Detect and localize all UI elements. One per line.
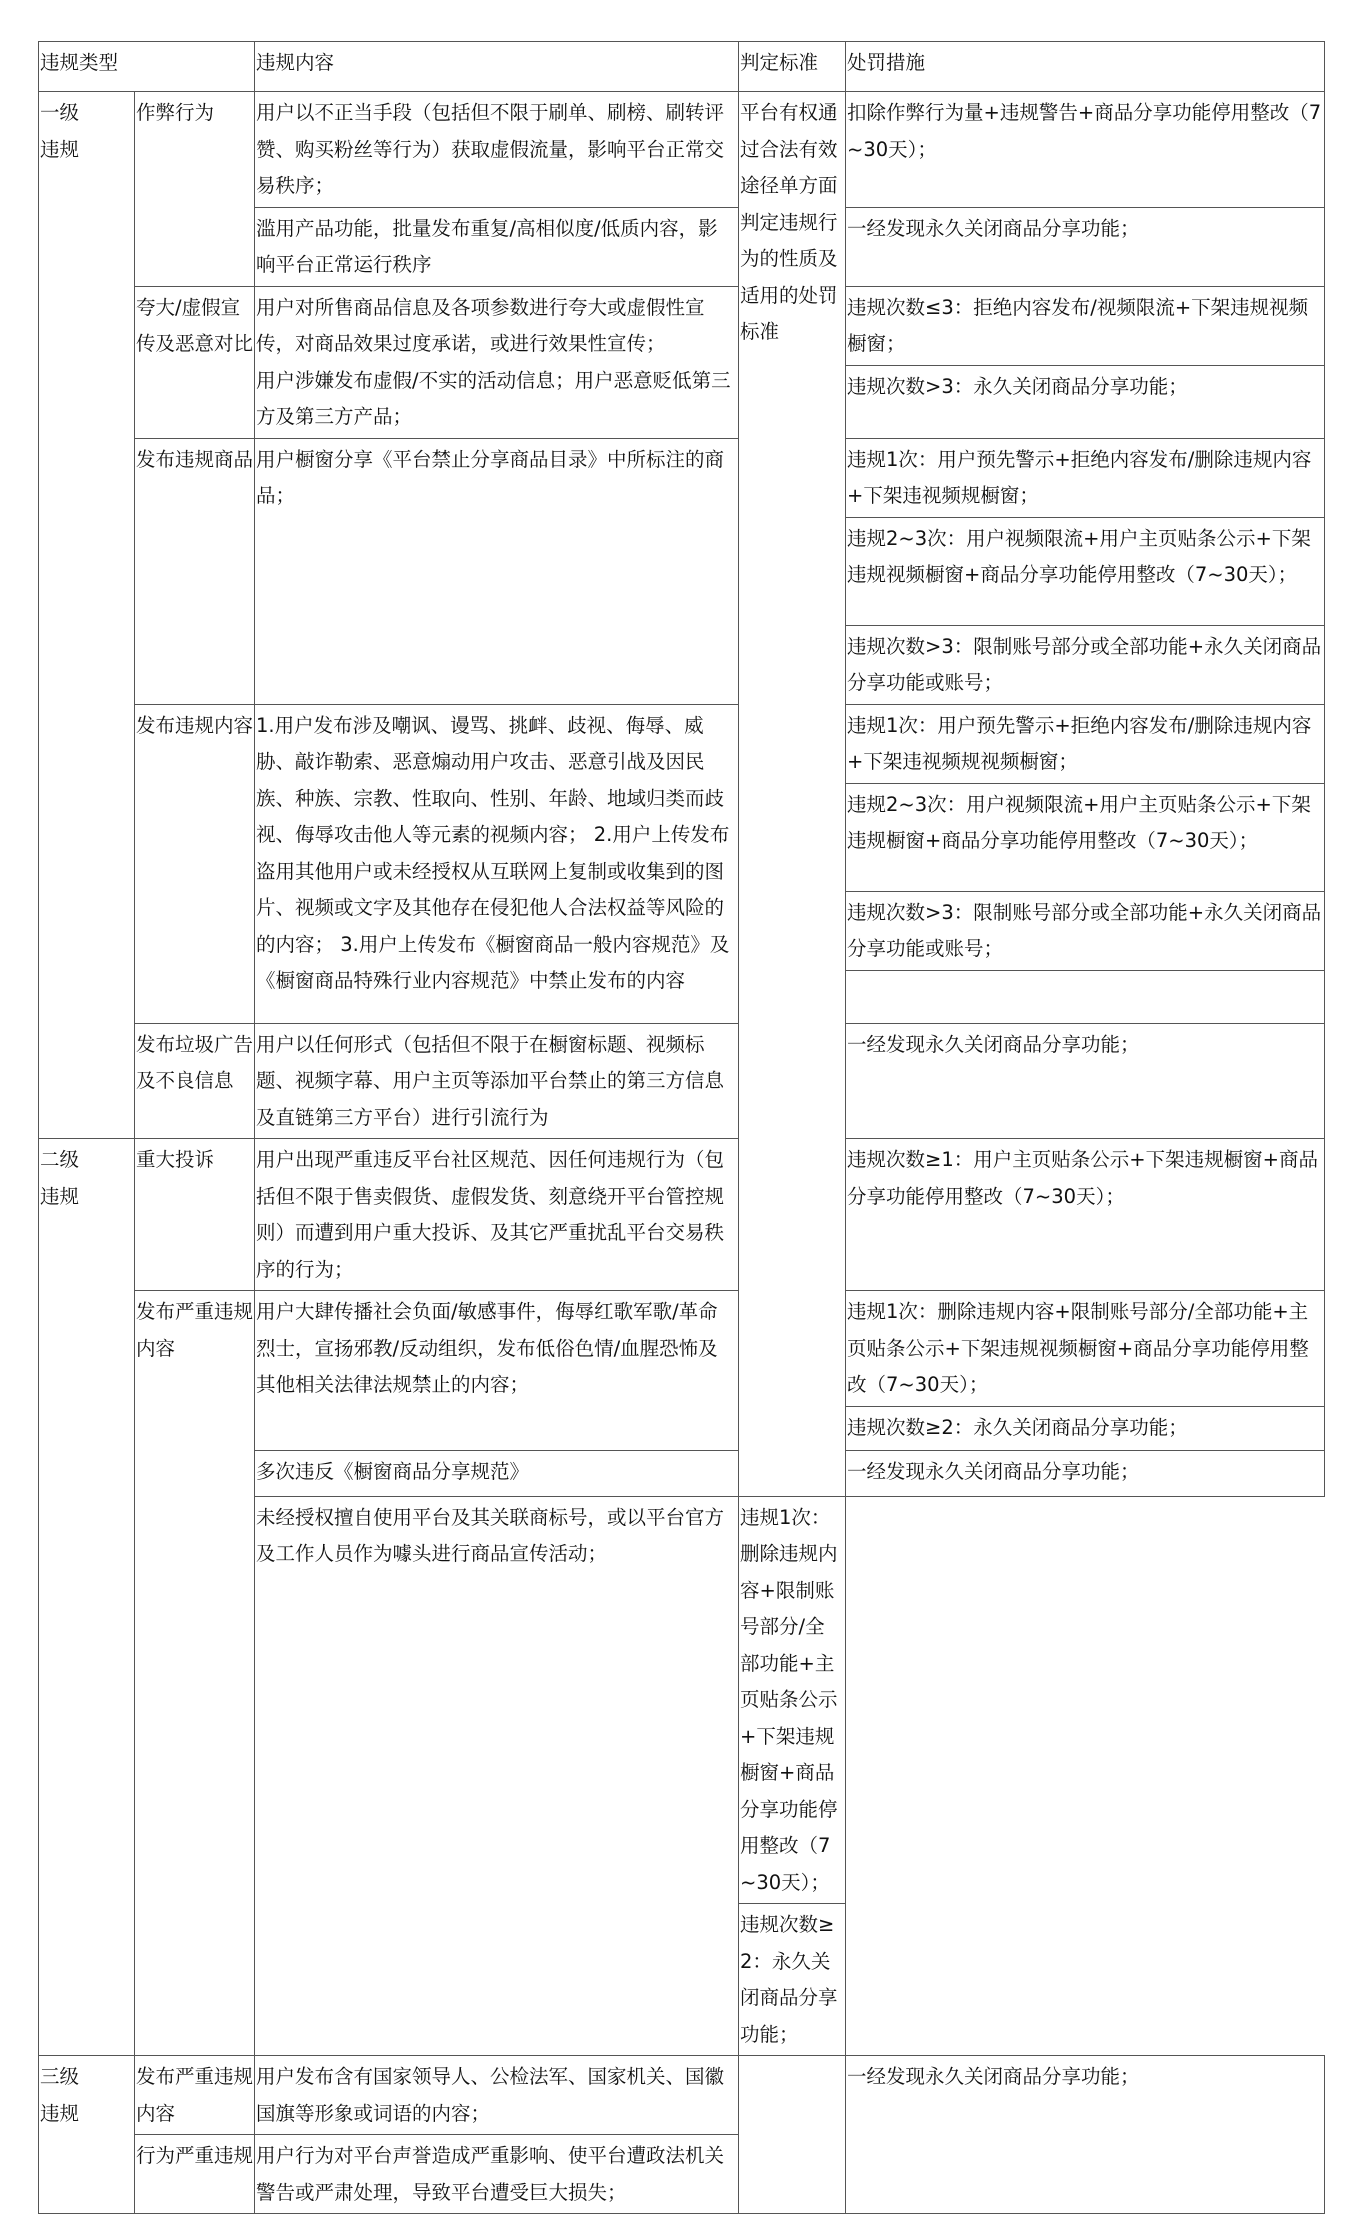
measure-cell: 一经发现永久关闭商品分享功能；	[846, 1023, 1325, 1139]
subtype-major-complaint: 重大投诉	[135, 1139, 255, 1291]
content-cell: 用户出现严重违反平台社区规范、因任何违规行为（包括但不限于售卖假货、虚假发货、刻意绕开平台管控规则）而遭到用户重大投诉、及其它严重扰乱平台交易秩序的行为；	[255, 1139, 739, 1291]
empty-standard-cell	[739, 2056, 846, 2214]
measure-cell: 违规次数≥1：用户主页贴条公示+下架违规橱窗+商品分享功能停用整改（7~30天）；	[846, 1139, 1325, 1291]
header-penalty-measures: 处罚措施	[846, 42, 1325, 92]
subtype-prohibited-goods: 发布违规商品	[135, 438, 255, 704]
header-violation-content: 违规内容	[255, 42, 739, 92]
content-cell: 用户以任何形式（包括但不限于在橱窗标题、视频标题、视频字幕、用户主页等添加平台禁止的第三方信息及直链第三方平台）进行引流行为	[255, 1023, 739, 1139]
measure-cell: 违规2~3次：用户视频限流+用户主页贴条公示+下架违规视频橱窗+商品分享功能停用整改（7~30天）；	[846, 517, 1325, 625]
measure-cell: 一经发现永久关闭商品分享功能；	[846, 1450, 1325, 1496]
table-row	[39, 1139, 1325, 1291]
level-2-label: 二级违规	[39, 1139, 135, 2056]
content-text: 用户涉嫌发布虚假/不实的活动信息；用户恶意贬低第三方及第三方产品；	[256, 368, 731, 428]
content-cell: 用户大肆传播社会负面/敏感事件，侮辱红歌军歌/革命烈士，宣扬邪教/反动组织，发布低俗色情/血腥恐怖及其他相关法律法规禁止的内容；	[255, 1291, 739, 1451]
measure-cell: 违规次数≥2：永久关闭商品分享功能；	[739, 1904, 846, 2056]
content-text: 用户对所售商品信息及各项参数进行夸大或虚假性宣传，对商品效果过度承诺，或进行效果性宣传；	[256, 295, 705, 355]
table-row	[39, 704, 1325, 783]
content-cell: 用户发布含有国家领导人、公检法军、国家机关、国徽国旗等形象或词语的内容；	[255, 2056, 739, 2135]
content-cell: 用户以不正当手段（包括但不限于刷单、刷榜、刷转评赞、购买粉丝等行为）获取虚假流量，影响平台正常交易秩序；	[255, 92, 739, 208]
subtype-severe-content-l3: 发布严重违规内容	[135, 2056, 255, 2135]
measure-cell: 违规1次：删除违规内容+限制账号部分/全部功能+主页贴条公示+下架违规视频橱窗+商品分享功能停用整改（7~30天）；	[846, 1291, 1325, 1407]
judgment-standard-cell: 平台有权通过合法有效途径单方面判定违规行为的性质及适用的处罚标准	[739, 92, 846, 1497]
table-row	[39, 1291, 1325, 1407]
measure-cell: 违规1次：用户预先警示+拒绝内容发布/删除违规内容+下架违视频规视频橱窗；	[846, 704, 1325, 783]
measure-cell: 违规1次：用户预先警示+拒绝内容发布/删除违规内容+下架违视频规橱窗；	[846, 438, 1325, 517]
measure-cell: 违规次数>3：限制账号部分或全部功能+永久关闭商品分享功能或账号；	[846, 891, 1325, 970]
table-row	[39, 438, 1325, 517]
measure-cell-empty	[846, 970, 1325, 1023]
subtype-spam: 发布垃圾广告及不良信息	[135, 1023, 255, 1139]
content-cell	[255, 286, 739, 438]
content-cell: 未经授权擅自使用平台及其关联商标号，或以平台官方及工作人员作为噱头进行商品宣传活动；	[255, 1496, 739, 2056]
content-cell: 用户橱窗分享《平台禁止分享商品目录》中所标注的商品；	[255, 438, 739, 704]
measure-cell: 违规次数>3：限制账号部分或全部功能+永久关闭商品分享功能或账号；	[846, 625, 1325, 704]
header-judgment-standard: 判定标准	[739, 42, 846, 92]
content-cell: 用户行为对平台声誉造成严重影响、使平台遭政法机关警告或严肃处理，导致平台遭受巨大损失；	[255, 2135, 739, 2214]
measure-cell: 违规次数>3：永久关闭商品分享功能；	[846, 365, 1325, 438]
table-row	[39, 2056, 1325, 2135]
violation-rules-table	[38, 41, 1325, 2214]
header-violation-type: 违规类型	[39, 42, 255, 92]
level-1-label: 一级违规	[39, 92, 135, 1139]
table-row	[39, 286, 1325, 365]
content-cell: 1.用户发布涉及嘲讽、谩骂、挑衅、歧视、侮辱、威胁、敲诈勒索、恶意煽动用户攻击、恶意引战及因民族、种族、宗教、性取向、性别、年龄、地域归类而歧视、侮辱攻击他人等元素的视频内容； 2.用户上传发布盗用其他用户或未经授权从互联网上复制或收集到的图片、视频或文字及其他存在侵犯他人合法权益等风险的的内容； 3.用户上传发布《橱窗商品一般内容规范》及《橱窗商品特殊行业内容规范》中禁止发布的内容	[255, 704, 739, 1023]
subtype-false-advertising: 夸大/虚假宣传及恶意对比	[135, 286, 255, 438]
measure-cell: 违规次数≤3：拒绝内容发布/视频限流+下架违规视频橱窗；	[846, 286, 1325, 365]
measure-cell: 违规次数≥2：永久关闭商品分享功能；	[846, 1406, 1325, 1450]
table-row	[39, 92, 1325, 208]
subtype-severe-behavior: 行为严重违规	[135, 2135, 255, 2214]
table-header-row	[39, 42, 1325, 92]
measure-cell: 违规1次：删除违规内容+限制账号部分/全部功能+主页贴条公示+下架违规橱窗+商品分享功能停用整改（7~30天）；	[739, 1496, 846, 1904]
content-cell: 滥用产品功能，批量发布重复/高相似度/低质内容，影响平台正常运行秩序	[255, 207, 739, 286]
measure-cell: 违规2~3次：用户视频限流+用户主页贴条公示+下架违规橱窗+商品分享功能停用整改（7~30天）；	[846, 783, 1325, 891]
measure-cell: 扣除作弊行为量+违规警告+商品分享功能停用整改（7~30天）；	[846, 92, 1325, 208]
content-cell: 多次违反《橱窗商品分享规范》	[255, 1450, 739, 1496]
subtype-severe-content: 发布严重违规内容	[135, 1291, 255, 2056]
subtype-cheating: 作弊行为	[135, 92, 255, 287]
measure-cell: 一经发现永久关闭商品分享功能；	[846, 2056, 1325, 2214]
table-row	[39, 1023, 1325, 1139]
measure-cell: 一经发现永久关闭商品分享功能；	[846, 207, 1325, 286]
level-3-label: 三级违规	[39, 2056, 135, 2214]
subtype-prohibited-content: 发布违规内容	[135, 704, 255, 1023]
